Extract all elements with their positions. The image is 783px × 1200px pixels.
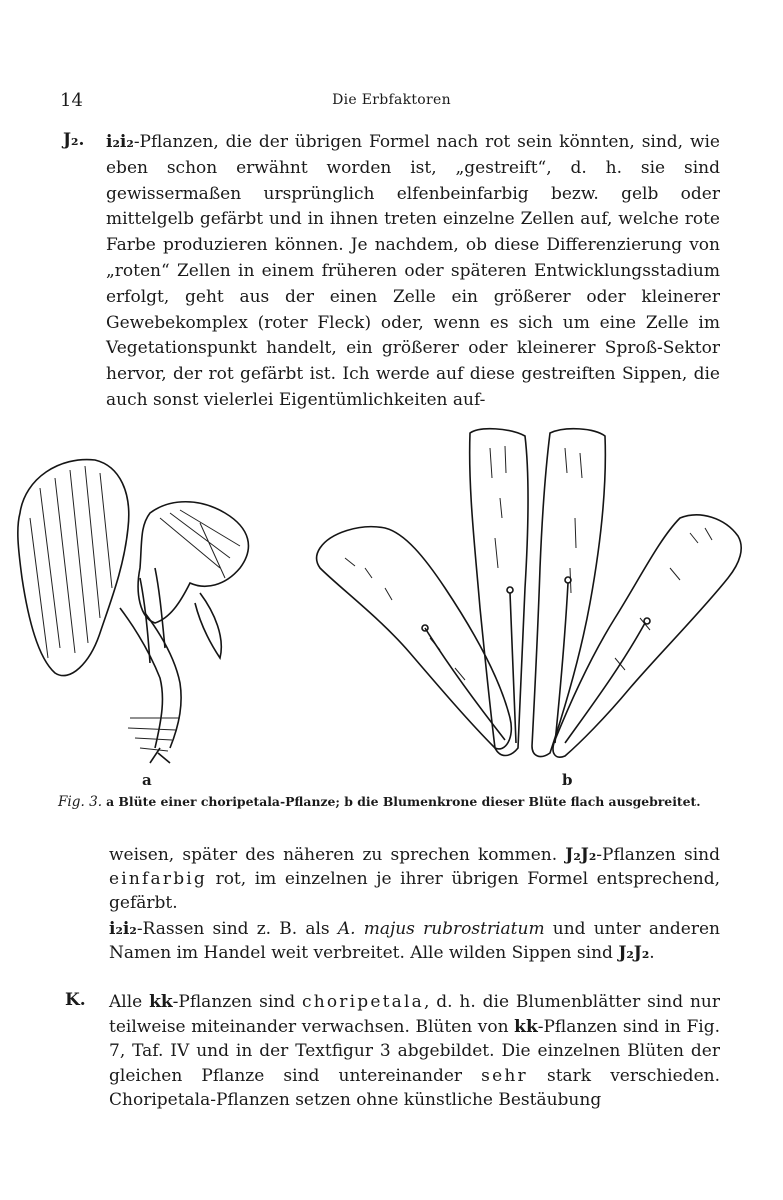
flower-a-lower-lip [138, 502, 248, 623]
rassen-text-1: -Rassen sind z. B. als [136, 919, 338, 939]
spaced-choripetala: choripetala [301, 992, 424, 1012]
flower-a-sepal [195, 593, 221, 658]
flower-b-drawing [317, 429, 742, 757]
k-text-3: , d. h. die Blumenblätter sind nur teilweise miteinander verwachsen. Blüten von [109, 992, 720, 1037]
rassen-text-2: und unter anderen Namen im Handel weit verbreitet. Alle wilden Sippen sind [109, 919, 720, 963]
k-text-5: stark verschieden. Choripetala-Pflanzen setzen ohne künstliche Bestäubung [109, 1065, 720, 1110]
flower-illustration [0, 418, 783, 798]
genotype-J2J2-wild: J₂J₂ [618, 943, 650, 963]
k-text-2: -Pflanzen sind [172, 992, 302, 1012]
rassen-text-3: . [649, 943, 655, 963]
figure-3 [0, 418, 783, 798]
section-marker-j2: J₂. [63, 130, 85, 150]
section-marker-k: K. [65, 990, 86, 1010]
caption-figure-ref: Fig. 3. [58, 794, 103, 810]
figure-label-a: a [142, 771, 152, 789]
k-text-1: Alle [109, 992, 150, 1012]
continuation-text-3: rot, im einzelnen je ihrer übrigen Formel entsprechend, gefärbt. [109, 869, 720, 913]
genotype-J2J2: J₂J₂ [565, 845, 597, 865]
genotype-i2i2: i₂i₂ [106, 132, 134, 152]
page-number: 14 [60, 90, 83, 111]
genotype-kk: kk [149, 992, 173, 1012]
species-name: A. majus rubrostriatum [337, 919, 545, 939]
petal-left [317, 527, 512, 749]
spaced-sehr: sehr [481, 1065, 528, 1086]
paragraph-continuation [109, 843, 720, 915]
genotype-kk-2: kk [514, 1016, 538, 1037]
running-title: Die Erbfaktoren [332, 92, 451, 108]
flower-a-tube [120, 608, 181, 748]
figure-caption [58, 794, 738, 810]
flower-a-stamen [140, 568, 165, 663]
continuation-text-2: -Pflanzen sind [596, 845, 720, 865]
flower-a-upper-lip [18, 460, 129, 676]
paragraph-j2 [106, 130, 720, 414]
paragraph-k [109, 990, 720, 1113]
spaced-einfarbig: einfarbig [109, 869, 208, 889]
flower-a-drawing [18, 460, 249, 763]
continuation-text-1: weisen, später des näheren zu sprechen kommen. [109, 845, 566, 865]
figure-label-b: b [562, 771, 573, 789]
paragraph-rassen [109, 917, 720, 965]
genotype-i2i2-rassen: i₂i₂ [109, 919, 137, 939]
paragraph-j2-text: -Pflanzen, die der übrigen Formel nach rot sein könnten, sind, wie eben schon erwähnt worden ist, „gestreift“, d. h. sie sind gewissermaßen ursprünglich elfenbeinfarbig bezw. gelb oder mittelgelb gefärbt und in ihnen treten einzelne Zellen auf, welche rote Farbe produzieren können. Je nachdem, ob diese Differenzierung von „roten“ Zellen in einem früheren oder späteren Entwicklungsstadium erfolgt, geht aus der einen Zelle ein größerer oder kleinerer Gewebekomplex (roter Fleck) oder, wenn es sich um eine Zelle im Vegetationspunkt handelt, ein größerer oder kleinerer Sproß-Sektor hervor, der rot gefärbt ist. Ich werde auf diese gestreiften Sippen, die auch sonst vielerlei Eigentümlichkeiten auf- [106, 132, 720, 410]
caption-text: a Blüte einer choripetala-Pflanze; b die Blumenkrone dieser Blüte flach ausgebreitet. [106, 794, 701, 809]
k-text-4: -Pflanzen sind in Fig. 7, Taf. IV und in der Textfigur 3 abgebildet. Die einzelnen Blüten der gleichen Pflanze sind untereinander [109, 1016, 720, 1086]
